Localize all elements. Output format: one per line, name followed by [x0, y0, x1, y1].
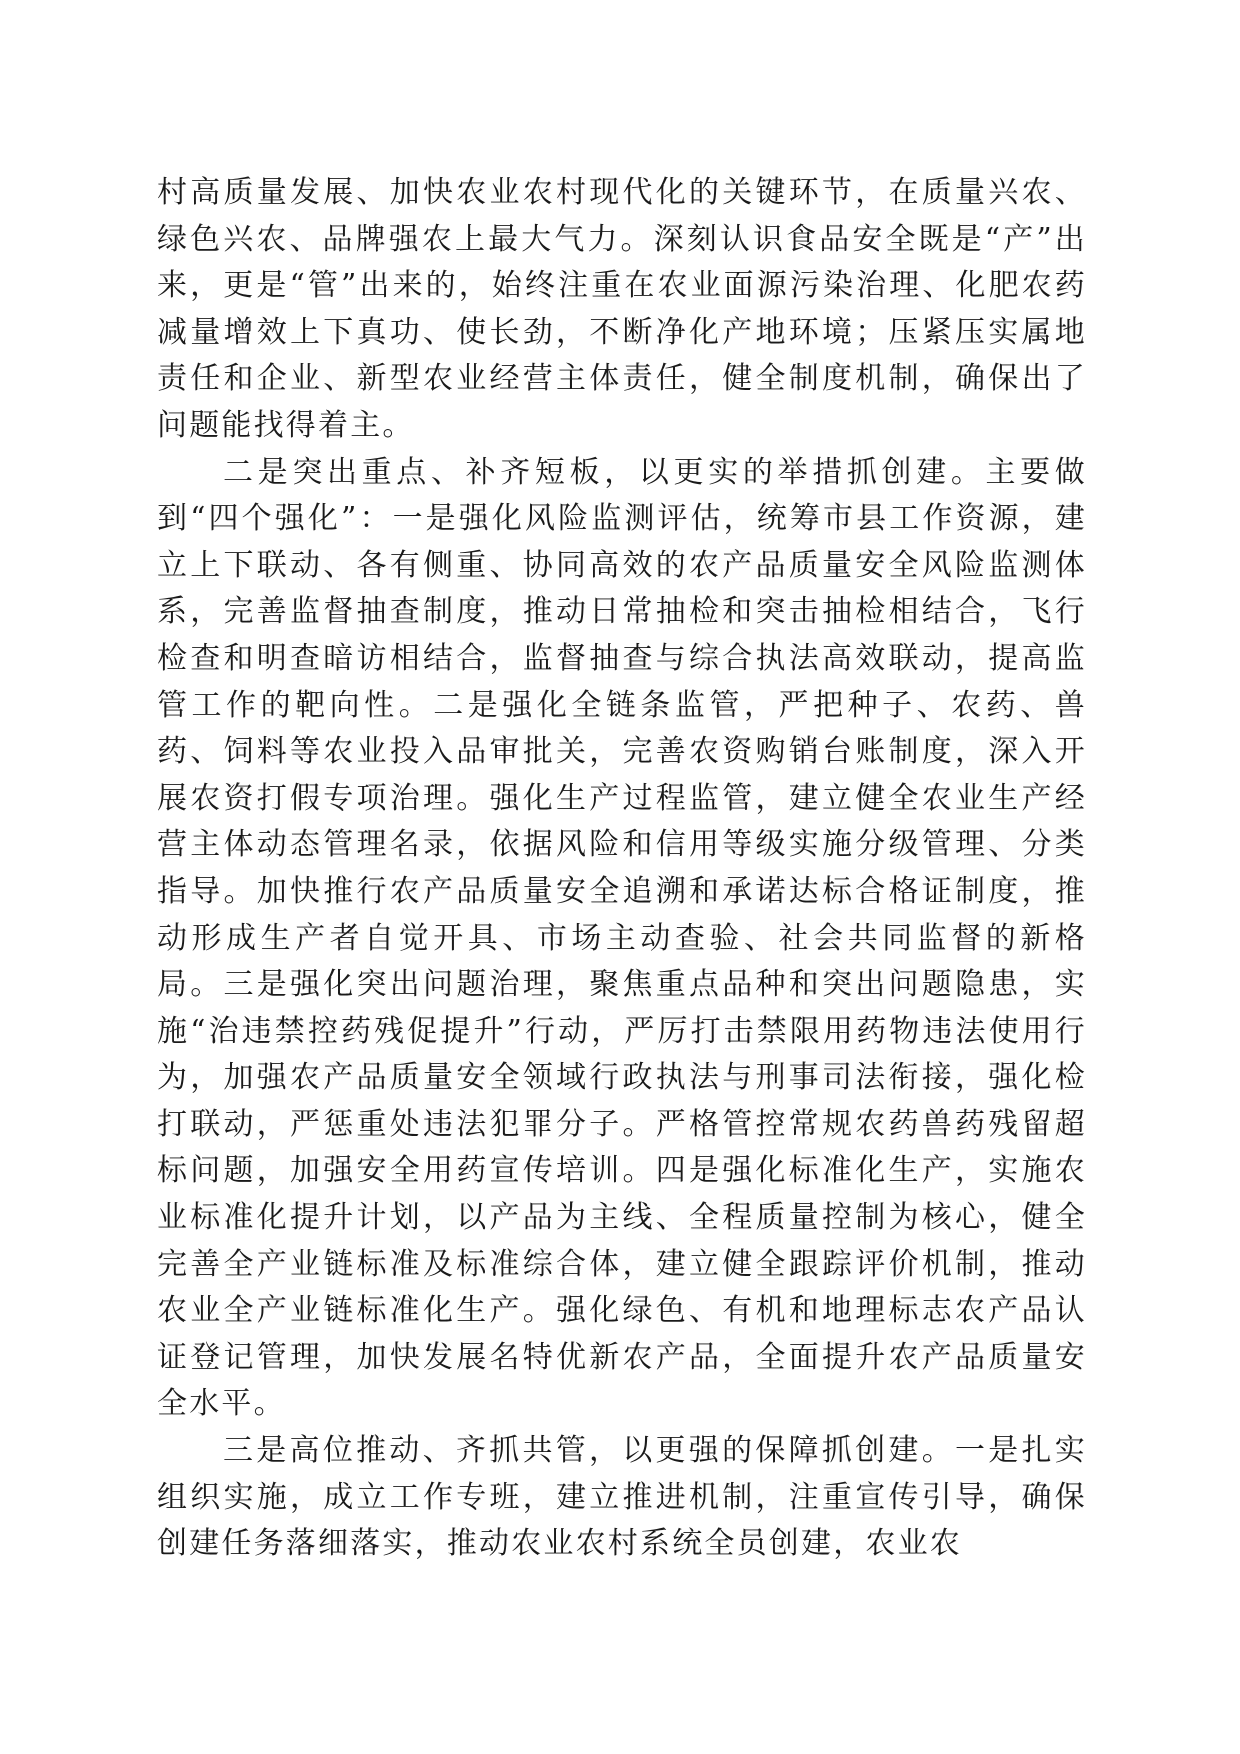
document-body — [157, 170, 1087, 1568]
paragraph-section-two: 二是突出重点、补齐短板，以更实的举措抓创建。主要做到“四个强化”：一是强化风险监测评估，统筹市县工作资源，建立上下联动、各有侧重、协同高效的农产品质量安全风险监测体系，完善监督抽查制度，推动日常抽检和突击抽检相结合，飞行检查和明查暗访相结合，监督抽查与综合执法高效联动，提高监管工作的靶向性。二是强化全链条监管，严把种子、农药、兽药、饲料等农业投入品审批关，完善农资购销台账制度，深入开展农资打假专项治理。强化生产过程监管，建立健全农业生产经营主体动态管理名录，依据风险和信用等级实施分级管理、分类指导。加快推行农产品质量安全追溯和承诺达标合格证制度，推动形成生产者自觉开具、市场主动查验、社会共同监督的新格局。三是强化突出问题治理，聚焦重点品种和突出问题隐患，实施“治违禁控药残促提升”行动，严厉打击禁限用药物违法使用行为，加强农产品质量安全领域行政执法与刑事司法衔接，强化检打联动，严惩重处违法犯罪分子。严格管控常规农药兽药残留超标问题，加强安全用药宣传培训。四是强化标准化生产，实施农业标准化提升计划，以产品为主线、全程质量控制为核心，健全完善全产业链标准及标准综合体，建立健全跟踪评价机制，推动农业全产业链标准化生产。强化绿色、有机和地理标志农产品认证登记管理，加快发展名特优新农产品，全面提升农产品质量安全水平。 — [157, 454, 1087, 1422]
paragraph-section-three: 三是高位推动、齐抓共管，以更强的保障抓创建。一是扎实组织实施，成立工作专班，建立推进机制，注重宣传引导，确保创建任务落细落实，推动农业农村系统全员创建，农业农 — [157, 1433, 1087, 1562]
paragraph-continuation: 村高质量发展、加快农业农村现代化的关键环节，在质量兴农、绿色兴农、品牌强农上最大气力。深刻认识食品安全既是“产”出来，更是“管”出来的，始终注重在农业面源污染治理、化肥农药减量增效上下真功、使长劲，不断净化产地环境；压紧压实属地责任和企业、新型农业经营主体责任，健全制度机制，确保出了问题能找得着主。 — [157, 175, 1087, 443]
